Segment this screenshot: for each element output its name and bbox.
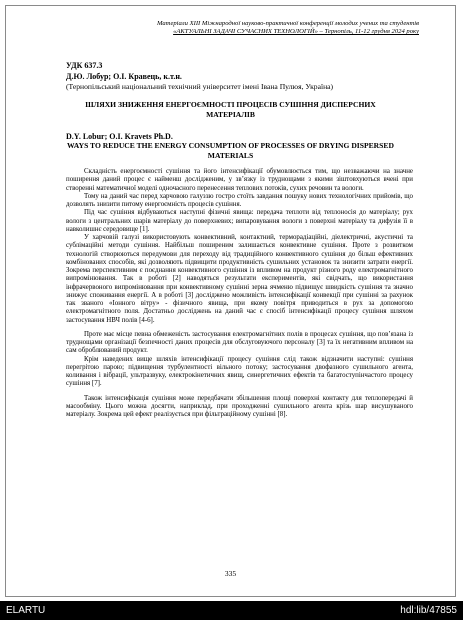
- page-number: 335: [224, 569, 237, 578]
- title-en: WAYS TO REDUCE THE ENERGY CONSUMPTION OF PROCESSES OF DRYING DISPERSED MATERIALS: [67, 141, 394, 160]
- repository-footer-bar: [0, 601, 463, 620]
- affiliation: (Тернопільський національний технічний університет імені Івана Пулюя, Україна): [66, 82, 334, 91]
- footer-repository-name: ELARTU: [6, 605, 46, 616]
- paragraph: Проте має місце певна обмеженість застосування електромагнітних полів в процесах сушіння, що пов’язана із труднощами організації безпечності даних процесів для обслуговуючого персоналу [3] та їх негативним впливом на сам оброблюваний продукт.: [66, 330, 413, 355]
- paragraph: Під час сушіння відбуваються наступні фізичні явища: передача теплоти від теплоносія до матеріалу; рух вологи з центральних шарів матеріалу до поверхневих; випаровування вологи з поверхні матеріалу та дифузія її в навколишнє середовище [1].: [66, 209, 413, 233]
- conference-header: [42, 20, 419, 36]
- footer-handle-link[interactable]: hdl:lib/47855: [400, 605, 457, 616]
- authors-en: D.Y. Lobur; O.I. Kravets Ph.D.: [66, 132, 173, 141]
- article-body: [66, 168, 413, 419]
- document-page: [5, 5, 456, 597]
- paragraph: Також інтенсифікація сушіння може передбачати збільшення площі поверхні контакту для теплопередачі й масообміну. Цього можна досягти, наприклад, при проходженні сушильного агента крізь шар висушуваного матеріалу. Зокрема цей ефект реалізується при фільтраційному сушінні [8].: [66, 394, 413, 418]
- conference-header-line2: «АКТУАЛЬНІ ЗАДАЧІ СУЧАСНИХ ТЕХНОЛОГІЙ» – Тернопіль, 11-12 грудня 2024 року: [173, 28, 419, 35]
- paragraph: У харчовій галузі використовують конвективний, контактний, терморадіаційні, діелектричні, акустичні та сублімаційні методи сушіння. Найбільш поширеним залишається конвективне сушіння. Проте з розвитком технологій створюються передумови для переходу від традиційного конвективного сушіння до більш ефективних комбінованих способів, які дозволяють підвищити продуктивність сушильних установок та знизити затрати енергії. Зокрема перспективним є поєднання конвективного сушіння із впливом на продукт різного роду електромагнітного випромінювання. Так в роботі [2] наводяться результати експериментів, які свідчать, що використання інфрачервоного випромінювання при конвективному сушінні зерна ячменю підвищує швидкість сушіння та значно знижує споживання енергії. А в роботі [3] досліджено можливість інтенсифікації конвекції при сушінні за рахунок так званого «Іонного вітру» - фізичного явища, при якому повітря приводиться в рух за допомогою електромагнітного поля. Достатньо досліджень на даний час є спосіб інтенсифікації процесу сушіння шляхом застосування НВЧ полів [4-6].: [66, 234, 413, 324]
- paragraph: Складність енергоємності сушіння та його інтенсифікації обумовлюється тим, що незважаючи на значне поширення даний процес є найменш дослідженим, у зв’язку із труднощами з якими зіштовхуються вчені при створенні математичної моделі одночасного перенесення теплових потоків, сухих речовин та вологи.: [66, 168, 413, 192]
- paragraph: Тому на даний час перед харчовою галуззю гостро стоїть завдання пошуку нових технологічних прийомів, що дозволять знизити питому енергоємність процесів сушіння.: [66, 192, 413, 208]
- authors-ua: Д.Ю. Лобур; О.І. Кравець, к.т.н.: [66, 72, 182, 81]
- udk-code: УДК 637.3: [66, 61, 103, 70]
- title-ua: ШЛЯХИ ЗНИЖЕННЯ ЕНЕРГОЄМНОСТІ ПРОЦЕСІВ СУШІННЯ ДИСПЕРСНИХ МАТЕРІАЛІВ: [85, 100, 376, 119]
- conference-header-line1: Матеріали XIII Міжнародної науково-практичної конференції молодих учених та студентів: [156, 20, 419, 27]
- paragraph: Крім наведених вище шляхів інтенсифікації процесу сушіння слід також відзначити наступні: сушіння перегрітою парою; підвищення турбулентності вільного потоку; застосування двофазного сушильного агента, коливання і вібрації, ультразвуку, електрокінетичних явищ, синергетичних ефектів та багатоступінчастого процесу сушіння [7].: [66, 355, 413, 388]
